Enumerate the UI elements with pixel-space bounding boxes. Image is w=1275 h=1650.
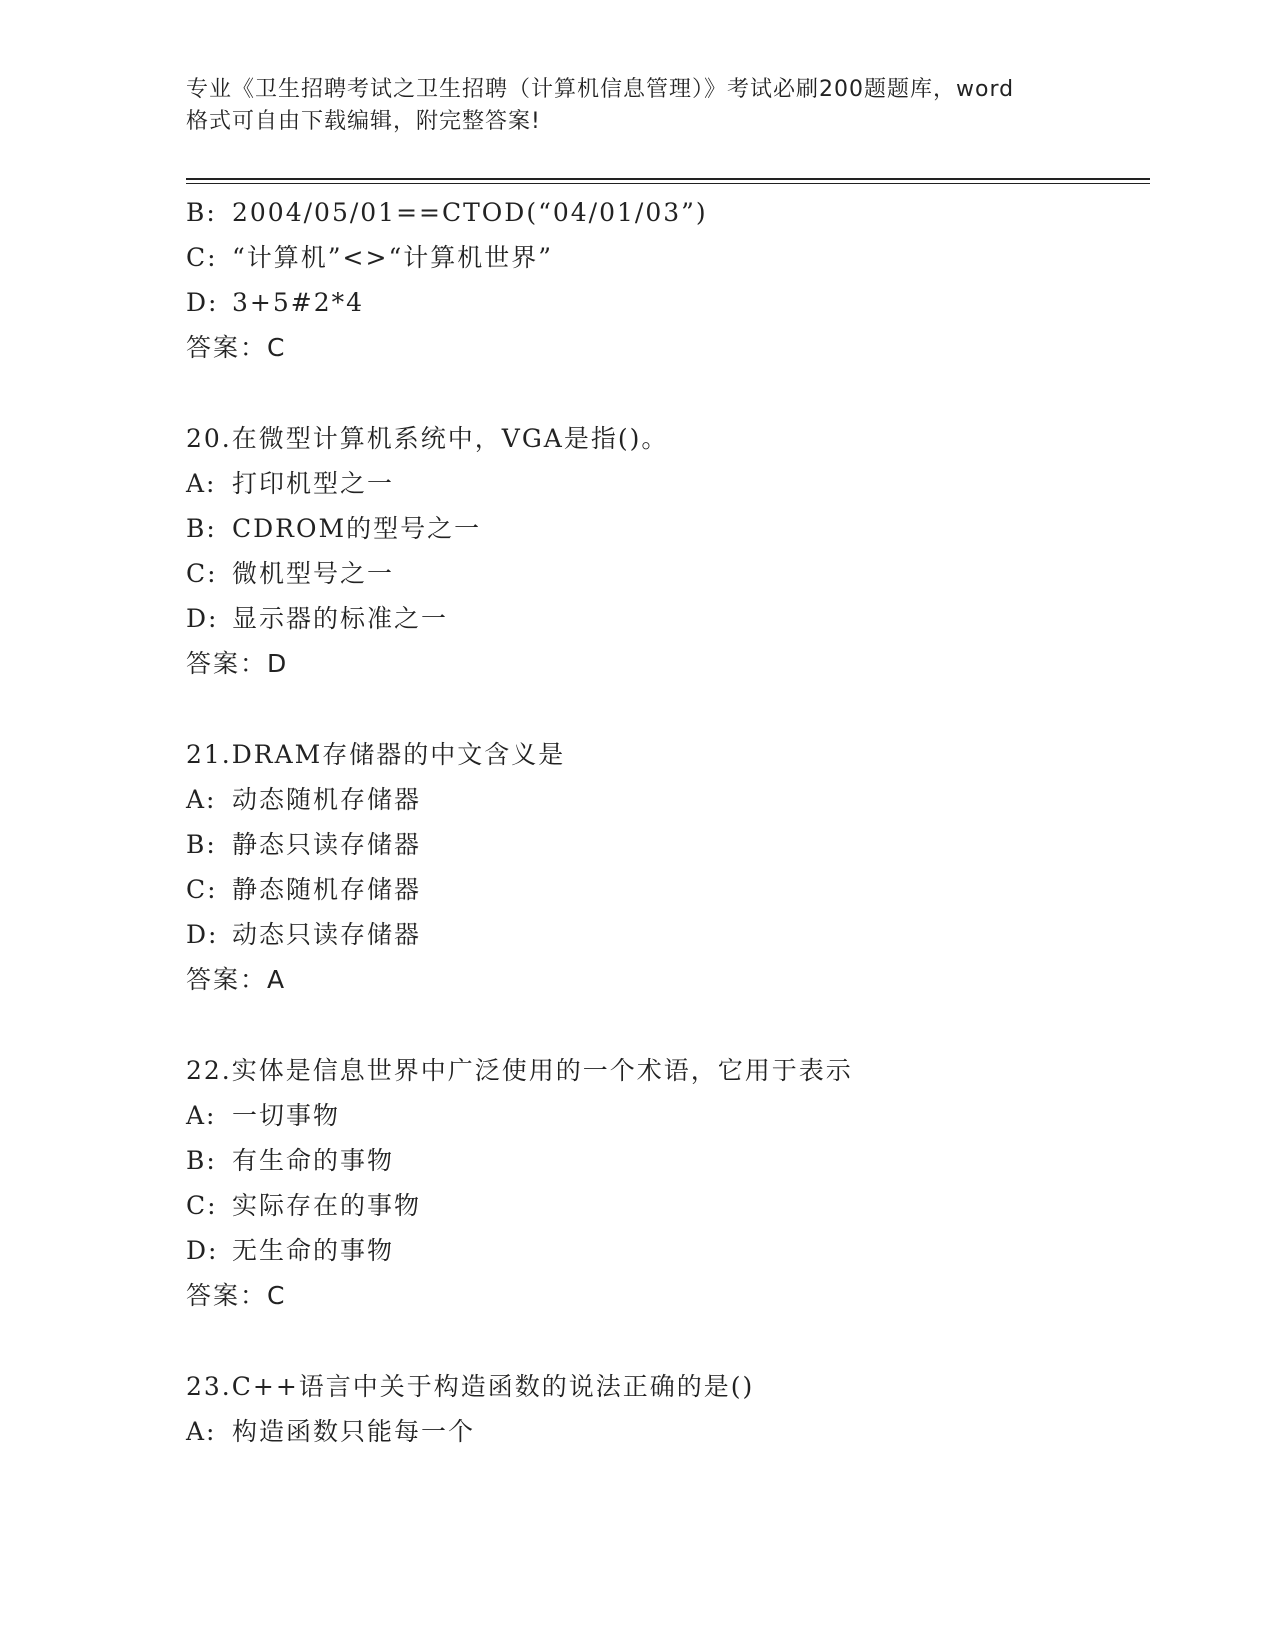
question-gap — [186, 686, 1146, 732]
option-text: 打印机型之一 — [232, 469, 395, 498]
option-text: 静态随机存储器 — [232, 875, 422, 904]
answer-line — [186, 957, 1146, 1002]
question-gap — [186, 1318, 1146, 1364]
option-text: CDROM的型号之一 — [232, 514, 482, 543]
answer-label: 答案： — [186, 649, 268, 678]
question-20 — [186, 416, 1146, 686]
option-b — [186, 1138, 1146, 1183]
question-gap — [186, 1002, 1146, 1048]
answer-value: C — [267, 1281, 285, 1310]
option-b — [186, 506, 1146, 551]
option-a — [186, 1409, 1146, 1454]
option-label: A: — [186, 785, 217, 814]
answer-value: C — [267, 333, 285, 362]
document-header — [186, 74, 1086, 138]
option-label: A: — [186, 469, 217, 498]
answer-label: 答案： — [186, 1281, 268, 1310]
option-label: B: — [186, 514, 217, 543]
option-d — [186, 912, 1146, 957]
question-21 — [186, 732, 1146, 1002]
answer-value: A — [267, 965, 285, 994]
option-label: C: — [186, 559, 218, 588]
option-d — [186, 1228, 1146, 1273]
option-text: 实际存在的事物 — [232, 1191, 422, 1220]
question-23 — [186, 1364, 1146, 1454]
answer-value: D — [267, 649, 287, 678]
question-text: 23.C++语言中关于构造函数的说法正确的是() — [186, 1372, 755, 1401]
answer-label: 答案： — [186, 333, 268, 362]
option-label: D: — [186, 1236, 219, 1265]
option-label: C: — [186, 1191, 218, 1220]
option-label: B: — [186, 830, 217, 859]
header-title-line-1: 专业《卫生招聘考试之卫生招聘（计算机信息管理）》考试必刷200题题库，word — [186, 77, 1015, 102]
option-c — [186, 551, 1146, 596]
option-b — [186, 822, 1146, 867]
option-text: 动态随机存储器 — [232, 785, 422, 814]
option-text: 微机型号之一 — [232, 559, 395, 588]
option-a — [186, 461, 1146, 506]
option-a — [186, 777, 1146, 822]
option-text: 3+5#2*4 — [232, 288, 365, 317]
option-label: C: — [186, 243, 218, 272]
answer-line — [186, 1273, 1146, 1318]
option-text: 构造函数只能每一个 — [232, 1417, 476, 1446]
question-text: 22.实体是信息世界中广泛使用的一个术语，它用于表示 — [186, 1056, 853, 1085]
option-label: C: — [186, 875, 218, 904]
option-c — [186, 1183, 1146, 1228]
header-title-line-2: 格式可自由下载编辑，附完整答案! — [186, 109, 541, 134]
option-c — [186, 235, 1146, 280]
option-label: A: — [186, 1417, 217, 1446]
answer-line — [186, 641, 1146, 686]
question-text: 20.在微型计算机系统中，VGA是指()。 — [186, 424, 669, 453]
option-text: 一切事物 — [232, 1101, 341, 1130]
header-divider-thick — [186, 178, 1150, 180]
question-19 — [186, 190, 1146, 370]
option-label: D: — [186, 920, 219, 949]
question-text: 21.DRAM存储器的中文含义是 — [186, 740, 566, 769]
option-text: 显示器的标准之一 — [232, 604, 449, 633]
option-text: 2004/05/01==CTOD(“04/01/03”) — [232, 198, 708, 227]
question-list — [186, 190, 1146, 1454]
question-22 — [186, 1048, 1146, 1318]
option-label: B: — [186, 1146, 217, 1175]
option-d — [186, 280, 1146, 325]
answer-label: 答案： — [186, 965, 268, 994]
option-label: B: — [186, 198, 217, 227]
option-text: “计算机”<>“计算机世界” — [232, 243, 554, 272]
option-text: 静态只读存储器 — [232, 830, 422, 859]
option-text: 有生命的事物 — [232, 1146, 395, 1175]
option-label: D: — [186, 604, 219, 633]
question-gap — [186, 370, 1146, 416]
option-d — [186, 596, 1146, 641]
option-a — [186, 1093, 1146, 1138]
option-text: 动态只读存储器 — [232, 920, 422, 949]
option-c — [186, 867, 1146, 912]
option-b — [186, 190, 1146, 235]
header-divider-thin — [186, 183, 1150, 184]
option-label: A: — [186, 1101, 217, 1130]
option-label: D: — [186, 288, 219, 317]
answer-line — [186, 325, 1146, 370]
option-text: 无生命的事物 — [232, 1236, 395, 1265]
